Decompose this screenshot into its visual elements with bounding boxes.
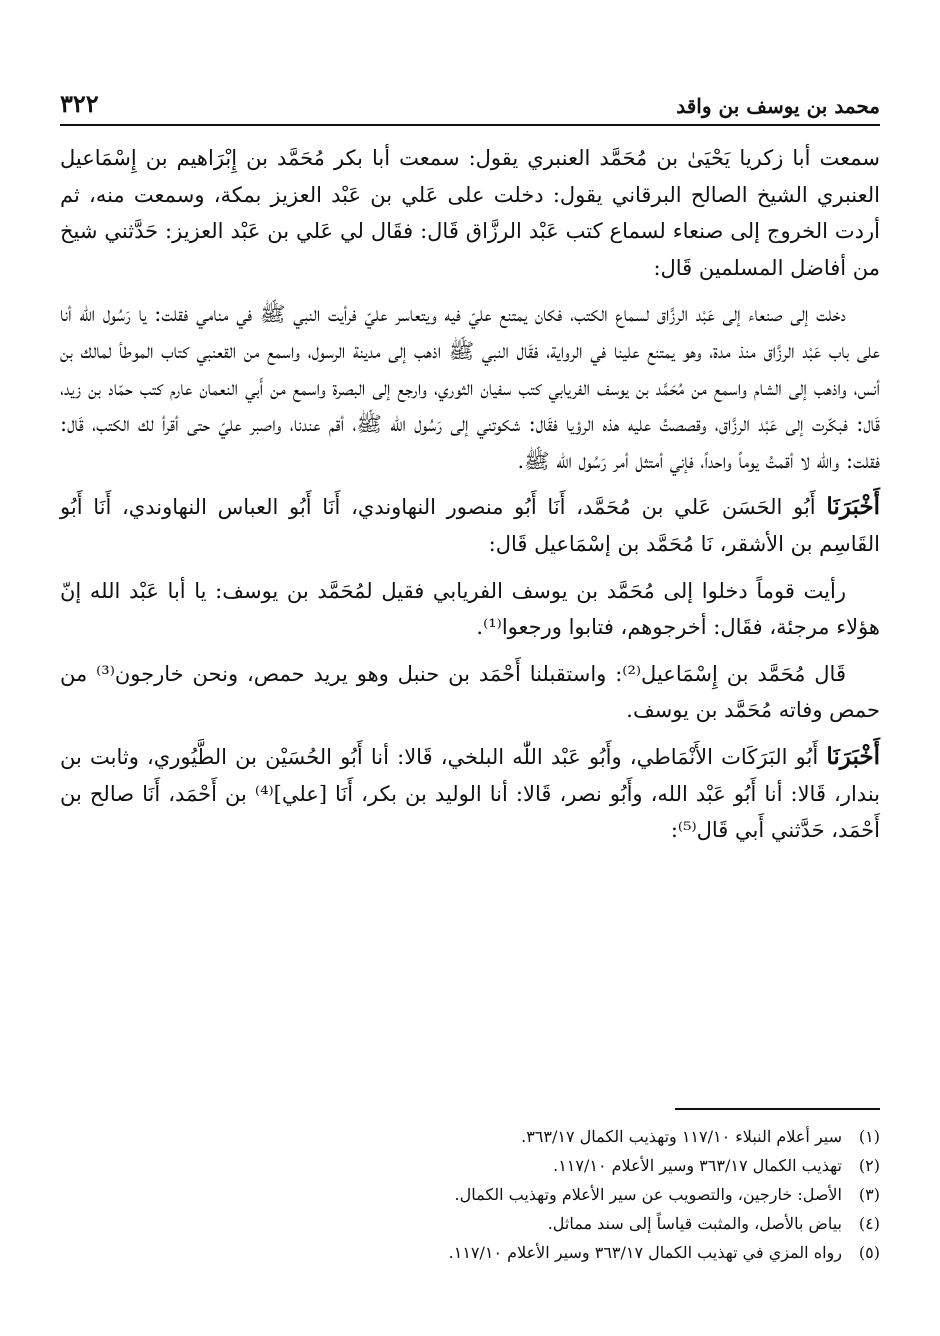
footnote-number: (١) xyxy=(858,1127,880,1146)
page-header xyxy=(60,78,880,126)
footnote-text: تهذيب الكمال ٣٦٣/١٧ وسير الأعلام ١١٧/١٠. xyxy=(553,1156,842,1175)
akhbarana-lead: أَخْبَرَنَا xyxy=(826,493,880,521)
footnote-number: (٣) xyxy=(858,1185,880,1204)
paragraph-3 xyxy=(60,489,880,562)
paragraph-6-text: أَبُو البَرَكَات الأَنْمَاطي، وأَبُو عَبْد اللّٰه البلخي، قَالا: أنا أَبُو الحُسَيْن بن الطَّيُوري، وثابت بن بندار، قَالا: أنا أَبُو عَبْد الله، وأَبُو نصر، قَالا: أنا الوليد بن بكر، أَنَا [علي]⁽⁴⁾ بن أَحْمَد، أَنَا صالح بن أَحْمَد، حَدَّثني أَبي قَال⁽⁵⁾: xyxy=(60,744,880,843)
footnote-text: رواه المزي في تهذيب الكمال ٣٦٣/١٧ وسير الأعلام ١١٧/١٠. xyxy=(448,1243,842,1262)
paragraph-6 xyxy=(60,739,880,849)
footnote xyxy=(60,1122,880,1151)
paragraph-3-text: أَبُو الحَسَن عَلي بن مُحَمَّد، أَنَا أَبُو منصور النهاوندي، أَنَا أَبُو العباس النهاوندي، أَنَا أَبُو القَاسِم بن الأشقر، نَا مُحَمَّد بن إسْمَاعيل قَال: xyxy=(60,495,880,556)
footnote-number: (٢) xyxy=(858,1156,880,1175)
paragraph-1: سمعت أبا زكريا يَحْيَىٰ بن مُحَمَّد العنبري يقول: سمعت أبا بكر مُحَمَّد بن إِبْرَاهيم بن إِسْمَاعيل العنبري الشيخ الصالح البرقاني يقول: دخلت على عَلي بن عَبْد العزيز بمكة، وسمعت منه، ثم أردت الخروج إلى صنعاء لسماع كتب عَبْد الرزَّاق قَال: فقَال لي عَلي بن عَبْد العزيز: حَدَّثني شيخ من أفاضل المسلمين قَال: xyxy=(60,146,880,280)
page-number: ٣٢٢ xyxy=(60,89,99,118)
footnote-number: (٥) xyxy=(858,1243,880,1262)
footnote-text: الأصل: خارجين، والتصويب عن سير الأعلام وتهذيب الكمال. xyxy=(454,1185,842,1204)
footnotes xyxy=(60,1122,880,1267)
running-title: محمد بن يوسف بن واقد xyxy=(676,94,880,118)
footnote-text: بياض بالأصل، والمثبت قياساً إلى سند مماثل. xyxy=(547,1214,842,1233)
footnote-number: (٤) xyxy=(858,1214,880,1233)
paragraph-2: دخلت إلى صنعاء إلى عَبْد الرزَّاق لسماع الكتب، فكان يمتنع عليّ فيه ويتعاسر عليّ فرأيت النبي ﷺ في منامي فقلت: يا رَسُول الله أنا على باب عَبْد الرزَّاق منذ مدة، وهو يمتنع علينا في الرواية، فقَال النبي ﷺ اذهب إلى مدينة الرسول، واسمع من القعنبي كتاب الموطأ لمالك بن أنس، واذهب إلى الشام واسمع من مُحَمَّد بن يوسف الفريابي كتب سفيان الثوري، وارجع إلى البصرة واسمع من أَبي النعمان عارم كتب حمّاد بن زيد، قَال: فبكّرت إلى عَبْد الرزَّاق، وقصصتُ عليه هذه الرؤيا فقَال: شكوتني إلى رَسُول الله ﷺ، أقم عندنا، واصبر عليّ حتى أقرأ لك الكتب، قَال: فقلت: والله لا أقمتُ يوماً واحداً، فإني أمتثل أمر رَسُول الله ﷺ. xyxy=(60,302,880,473)
paragraph-4: رأيت قوماً دخلوا إلى مُحَمَّد بن يوسف الفريابي فقيل لمُحَمَّد بن يوسف: يا أبا عَبْد الله إنّ هؤلاء مرجئة، فقَال: أخرجوهم، فتابوا ورجعوا⁽¹⁾. xyxy=(60,578,880,640)
book-page xyxy=(60,50,880,1300)
paragraph-5: قَال مُحَمَّد بن إِسْمَاعيل⁽²⁾: واستقبلنا أَحْمَد بن حنبل وهو يريد حمص، ونحن خارجون⁽³⁾ من حمص وفاته مُحَمَّد بن يوسف. xyxy=(60,661,880,723)
footnote-separator xyxy=(675,1108,880,1110)
footnote xyxy=(60,1209,880,1238)
footnote xyxy=(60,1151,880,1180)
footnote-text: سير أعلام النبلاء ١١٧/١٠ وتهذيب الكمال ٣٦٣/١٧. xyxy=(521,1127,842,1146)
footnote xyxy=(60,1238,880,1267)
akhbarana-lead: أَخْبَرَنَا xyxy=(826,742,880,770)
footnote xyxy=(60,1180,880,1209)
main-text xyxy=(60,140,880,859)
